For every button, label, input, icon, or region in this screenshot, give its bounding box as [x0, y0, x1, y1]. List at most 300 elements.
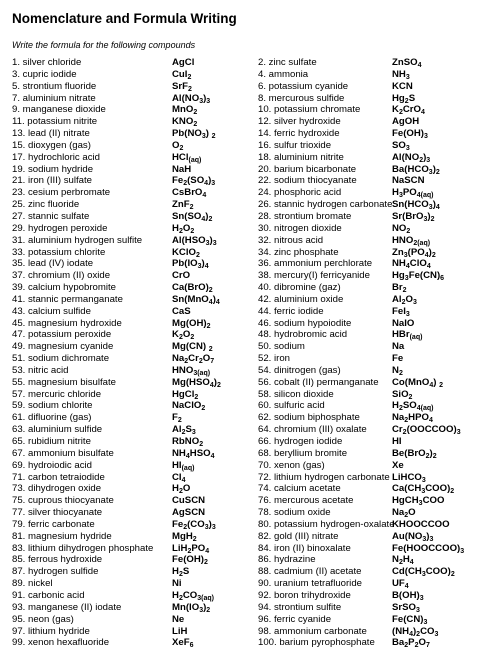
compound-row: [258, 128, 493, 140]
compound-formula: $Al_2O_3$: [392, 293, 417, 306]
compound-formula: $Na_2O$: [392, 507, 416, 520]
compound-row: [12, 294, 252, 306]
compound-row: [12, 187, 252, 199]
compound-formula: CuSCN: [172, 495, 206, 507]
compound-row: [12, 495, 252, 507]
right-column: [258, 57, 493, 649]
compound-formula: $Al(NO_3)_3$: [172, 92, 211, 105]
compound-name: 54. dinitrogen (gas): [258, 364, 341, 376]
compound-name: 6. potassium cyanide: [258, 80, 349, 92]
compound-formula: $Ca(CH_3COO)_2$: [392, 483, 455, 496]
page-title: Nomenclature and Formula Writing: [12, 11, 237, 26]
compound-formula: $Fe_2(CO_3)_3$: [172, 518, 216, 531]
compound-formula: $Sn(MnO_4)_4$: [172, 293, 220, 306]
compound-row: [258, 614, 493, 626]
compound-formula: $H_2S$: [172, 566, 190, 579]
compound-name: 26. stannic hydrogen carbonate: [258, 199, 393, 211]
compound-formula: $HNO_{2(aq)}$: [392, 234, 431, 247]
compound-row: [12, 329, 252, 341]
compound-formula: HI: [392, 436, 402, 447]
compound-name: 70. xenon (gas): [258, 459, 325, 471]
compound-name: 21. iron (III) sulfate: [12, 175, 92, 187]
compound-name: 36. ammonium perchlorate: [258, 258, 373, 270]
compound-row: [12, 258, 252, 270]
compound-formula: NaH: [172, 163, 192, 175]
compound-name: 39. calcium hypobromite: [12, 282, 116, 294]
compound-row: [12, 519, 252, 531]
compound-name: 74. calcium acetate: [258, 483, 341, 495]
compound-formula: NaSCN: [392, 175, 425, 187]
compound-name: 69. hydroiodic acid: [12, 459, 92, 471]
compound-formula: $Cr_2(OOCCOO)_3$: [392, 424, 461, 437]
compound-row: [258, 329, 493, 341]
compound-formula: $K_2CrO_4$: [392, 104, 425, 117]
compound-row: [12, 116, 252, 128]
compound-name: 7. aluminium nitrate: [12, 92, 96, 104]
compound-row: [12, 353, 252, 365]
compound-formula: $B(OH)_3$: [392, 589, 424, 602]
compound-name: 61. difluorine (gas): [12, 412, 92, 424]
compound-row: [12, 614, 252, 626]
compound-name: 50. sodium: [258, 341, 305, 353]
compound-formula: LiHCO$_3$: [392, 471, 426, 484]
compound-name: 88. cadmium (II) acetate: [258, 566, 362, 578]
compound-name: 12. silver hydroxide: [258, 116, 341, 128]
compound-formula: $CI_4$: [172, 471, 186, 484]
compound-formula: $Hg_2S$: [392, 92, 416, 105]
compound-formula: Na: [392, 341, 405, 353]
compound-name: 96. ferric cyanide: [258, 613, 332, 625]
compound-name: 80. potassium hydrogen-oxalate: [258, 518, 395, 530]
compound-row: [258, 282, 493, 294]
compound-formula: SrSO$_3$: [392, 601, 420, 614]
compound-name: 68. beryllium bromite: [258, 447, 348, 459]
compound-name: 34. zinc phosphate: [258, 246, 339, 258]
compound-name: 10. potassium chromate: [258, 104, 361, 116]
compound-formula: MgH$_2$: [172, 530, 197, 543]
compound-row: [258, 519, 493, 531]
left-column: [12, 57, 252, 649]
compound-name: 52. iron: [258, 353, 290, 365]
compound-name: 71. carbon tetraiodide: [12, 471, 105, 483]
compound-row: [12, 128, 252, 140]
compound-name: 42. aluminium oxide: [258, 293, 344, 305]
compound-row: [12, 412, 252, 424]
compound-row: [12, 483, 252, 495]
compound-row: [12, 164, 252, 176]
compound-formula: NaIO: [392, 317, 415, 329]
compound-formula: $Sr(BrO_3)_2$: [392, 210, 435, 223]
compound-name: 81. magnesium hydride: [12, 530, 112, 542]
compound-name: 49. magnesium cyanide: [12, 341, 114, 353]
compound-row: [258, 223, 493, 235]
compound-name: 18. aluminium nitrite: [258, 151, 344, 163]
compound-formula: NaClO$_2$: [172, 400, 206, 413]
compound-row: [258, 235, 493, 247]
compound-row: [258, 578, 493, 590]
compound-row: [12, 282, 252, 294]
compound-name: 14. ferric hydroxide: [258, 128, 340, 140]
compound-row: [258, 306, 493, 318]
compound-row: [258, 318, 493, 330]
compound-formula: KHOOCCOO: [392, 518, 450, 530]
compound-row: [12, 389, 252, 401]
compound-formula: Mg(CN) $_2$: [172, 341, 213, 354]
compound-row: [12, 341, 252, 353]
compound-name: 28. strontium bromate: [258, 210, 352, 222]
compound-row: [12, 436, 252, 448]
compound-name: 91. carbonic acid: [12, 589, 85, 601]
compound-formula: $Au(NO_3)_3$: [392, 530, 434, 543]
compound-row: [12, 590, 252, 602]
compound-formula: $LiH_2PO_4$: [172, 542, 210, 555]
compound-row: [258, 164, 493, 176]
compound-formula: Fe: [392, 353, 404, 365]
compound-formula: $Fe(OH)_3$: [392, 128, 428, 141]
compound-formula: $O_2$: [172, 139, 184, 152]
compound-formula: $Ba_2P_2O_7$: [392, 637, 430, 649]
compound-name: 89. nickel: [12, 578, 53, 590]
compound-row: [12, 424, 252, 436]
compound-formula: $HI_{(aq)}$: [172, 459, 195, 472]
compound-formula: Ni: [172, 578, 182, 590]
compound-row: [12, 104, 252, 116]
compound-formula: $H_2SO_{4(aq)}$: [392, 400, 434, 413]
compound-row: [12, 554, 252, 566]
compound-name: 16. sulfur trioxide: [258, 139, 332, 151]
compound-formula: Ne: [172, 613, 185, 625]
compound-formula: RbNO$_2$: [172, 436, 204, 448]
compound-formula: $Cd(CH_3COO)_2$: [392, 566, 455, 579]
compound-name: 95. neon (gas): [12, 613, 74, 625]
compound-formula: $Be(BrO_2)_2$: [392, 447, 437, 460]
compound-row: [258, 353, 493, 365]
compound-name: 73. dihydrogen oxide: [12, 483, 102, 495]
compound-formula: $Ca(BrO)_2$: [172, 282, 213, 295]
compound-row: [12, 472, 252, 484]
compound-row: [258, 448, 493, 460]
compound-name: 94. strontium sulfite: [258, 601, 342, 613]
compound-name: 47. potassium peroxide: [12, 329, 112, 341]
compound-name: 99. xenon hexafluoride: [12, 637, 110, 649]
compound-name: 62. sodium biphosphate: [258, 412, 360, 424]
compound-formula: $H_2O_2$: [172, 222, 195, 235]
compound-name: 58. silicon dioxide: [258, 388, 334, 400]
compound-row: [258, 554, 493, 566]
compound-row: [12, 637, 252, 649]
compound-formula: HCl$_{(aq)}$: [172, 151, 202, 164]
compound-formula: CaS: [172, 305, 191, 317]
compound-formula: $K_2O_2$: [172, 329, 195, 342]
compound-row: [258, 211, 493, 223]
compound-name: 98. ammonium carbonate: [258, 625, 367, 637]
compound-row: [258, 412, 493, 424]
compound-row: [12, 175, 252, 187]
compound-name: 57. mercuric chloride: [12, 388, 102, 400]
compound-row: [258, 400, 493, 412]
compound-name: 56. cobalt (II) permanganate: [258, 376, 379, 388]
compound-name: 25. zinc fluoride: [12, 199, 80, 211]
compound-name: 2. zinc sulfate: [258, 57, 317, 68]
compound-formula: CrO: [172, 270, 191, 282]
compound-formula: $KNO_2$: [172, 116, 198, 129]
compound-formula: AgCl: [172, 57, 195, 68]
compound-name: 23. cesium perbromate: [12, 187, 111, 199]
compound-formula: KClO$_2$: [172, 246, 200, 259]
compound-name: 40. dibromine (gaz): [258, 282, 341, 294]
compound-formula: KCN: [392, 80, 413, 92]
compound-row: [258, 436, 493, 448]
compound-formula: $Al(NO_2)_3$: [392, 151, 431, 164]
compound-name: 19. sodium hydride: [12, 163, 94, 175]
compound-row: [258, 93, 493, 105]
compound-row: [12, 400, 252, 412]
compound-name: 76. mercurous acetate: [258, 495, 354, 507]
compound-name: 1. silver chloride: [12, 57, 82, 68]
compound-formula: $Ba(HCO_3)_2$: [392, 163, 440, 176]
compound-name: 53. nitric acid: [12, 364, 69, 376]
compound-row: [258, 543, 493, 555]
compound-name: 31. aluminium hydrogen sulfite: [12, 234, 143, 246]
compound-formula: $Pb(NO_3)$ $_2$: [172, 128, 216, 141]
compound-row: [258, 472, 493, 484]
compound-row: [258, 460, 493, 472]
compound-name: 33. potassium chlorite: [12, 246, 106, 258]
compound-row: [12, 270, 252, 282]
compound-name: 17. hydrochloric acid: [12, 151, 100, 163]
compound-row: [12, 566, 252, 578]
compound-formula: $F_2$: [172, 412, 182, 425]
compound-name: 43. calcium sulfide: [12, 305, 91, 317]
compound-name: 84. iron (II) binoxalate: [258, 542, 351, 554]
compound-row: [258, 602, 493, 614]
compound-name: 22. sodium thiocyanate: [258, 175, 357, 187]
compound-row: [12, 531, 252, 543]
compound-row: [258, 81, 493, 93]
compound-name: 63. aluminium sulfide: [12, 424, 103, 436]
compound-row: [258, 116, 493, 128]
compound-name: 100. barium pyrophosphate: [258, 637, 375, 649]
compound-name: 5. strontium fluoride: [12, 80, 97, 92]
compound-formula: HgCH$_3$COO: [392, 495, 445, 508]
compound-formula: $Fe(HOOCCOO)_3$: [392, 542, 465, 555]
compound-formula: $Sn(HCO_3)_4$: [392, 199, 440, 212]
compound-row: [258, 57, 493, 69]
compound-row: [258, 258, 493, 270]
compound-row: [258, 175, 493, 187]
compound-name: 86. hydrazine: [258, 554, 316, 566]
compound-formula: $Br_2$: [392, 282, 407, 295]
compound-formula: $H_2O$: [172, 483, 191, 496]
compound-formula: $Hg_3Fe(CN)_6$: [392, 270, 445, 283]
compound-name: 13. lead (II) nitrate: [12, 128, 90, 140]
compound-name: 92. boron trihydroxide: [258, 589, 351, 601]
compound-row: [258, 566, 493, 578]
compound-name: 78. sodium oxide: [258, 507, 331, 519]
compound-name: 97. lithium hydride: [12, 625, 90, 637]
compound-name: 90. uranium tetrafluoride: [258, 578, 362, 590]
compound-formula: $Pb(IO_3)_4$: [172, 258, 209, 271]
compound-row: [12, 377, 252, 389]
compound-row: [12, 235, 252, 247]
instructions: Write the formula for the following compounds: [12, 40, 196, 50]
compound-name: 51. sodium dichromate: [12, 353, 110, 365]
compound-row: [12, 211, 252, 223]
compound-row: [258, 507, 493, 519]
compound-formula: $Mg(HSO_4)_2$: [172, 376, 221, 389]
compound-formula: ZnF$_2$: [172, 199, 194, 212]
compound-name: 75. cuprous thiocyanate: [12, 495, 114, 507]
compound-name: 67. ammonium bisulfate: [12, 447, 114, 459]
compound-row: [258, 104, 493, 116]
compound-name: 27. stannic sulfate: [12, 210, 90, 222]
compound-formula: $Fe_2(SO_4)_3$: [172, 175, 216, 188]
compound-row: [12, 543, 252, 555]
compound-formula: $Na_2HPO_4$: [392, 412, 433, 425]
compound-row: [258, 495, 493, 507]
compound-name: 66. hydrogen iodide: [258, 436, 343, 447]
compound-row: [258, 199, 493, 211]
compound-row: [258, 341, 493, 353]
compound-row: [12, 81, 252, 93]
compound-formula: $Fe(OH)_2$: [172, 554, 208, 567]
compound-row: [258, 483, 493, 495]
compound-name: 37. chromium (II) oxide: [12, 270, 111, 282]
compound-formula: CuI$_2$: [172, 68, 192, 81]
compound-name: 8. mercurous sulfide: [258, 92, 345, 104]
compound-formula: $NO_2$: [392, 222, 411, 235]
compound-row: [12, 365, 252, 377]
compound-name: 82. gold (III) nitrate: [258, 530, 339, 542]
compound-row: [12, 69, 252, 81]
compound-name: 35. lead (IV) iodate: [12, 258, 94, 270]
compound-row: [12, 602, 252, 614]
compound-formula: $Sn(SO_4)_2$: [172, 210, 213, 223]
compound-name: 9. manganese dioxide: [12, 104, 106, 116]
compound-formula: HgCl$_2$: [172, 388, 199, 401]
compound-name: 64. chromium (III) oxalate: [258, 424, 367, 436]
compound-row: [12, 578, 252, 590]
compound-formula: $HNO_{3(aq)}$: [172, 364, 211, 377]
compound-formula: FeI$_3$: [392, 305, 410, 318]
compound-row: [258, 626, 493, 638]
compound-name: 59. sodium chlorite: [12, 400, 93, 412]
compound-name: 60. sulfuric acid: [258, 400, 325, 412]
compound-formula: $NH_4HSO_4$: [172, 447, 215, 460]
compound-formula: $Zn_3(PO_4)_2$: [392, 246, 436, 259]
compound-row: [258, 377, 493, 389]
compound-formula: HBr$_{(aq)}$: [392, 329, 423, 342]
compound-formula: $Mg(OH)_2$: [172, 317, 211, 330]
compound-row: [12, 93, 252, 105]
compound-row: [12, 152, 252, 164]
compound-row: [258, 187, 493, 199]
compound-row: [12, 626, 252, 638]
compound-formula: SrF$_2$: [172, 80, 192, 93]
compound-name: 11. potassium nitrite: [12, 116, 98, 128]
compound-formula: $H_3PO_{4(aq)}$: [392, 187, 434, 200]
compound-name: 46. sodium hypoiodite: [258, 317, 352, 329]
compound-formula: XeF$_6$: [172, 637, 194, 649]
compound-formula: $UF_4$: [392, 578, 409, 591]
compound-row: [258, 531, 493, 543]
compound-formula: AgOH: [392, 116, 420, 128]
compound-name: 45. magnesium hydroxide: [12, 317, 122, 329]
compound-name: 77. silver thiocyanate: [12, 507, 103, 519]
compound-name: 24. phosphoric acid: [258, 187, 342, 199]
compound-row: [258, 590, 493, 602]
compound-formula: $Al(HSO_3)_3$: [172, 234, 217, 247]
compound-name: 15. dioxygen (gas): [12, 139, 91, 151]
compound-formula: $N_2$: [392, 364, 403, 377]
compound-name: 87. hydrogen sulfide: [12, 566, 99, 578]
compound-formula: $NH_3$: [392, 68, 410, 81]
compound-name: 44. ferric iodide: [258, 305, 324, 317]
compound-formula: $Na_2Cr_2O_7$: [172, 353, 215, 366]
compound-name: 32. nitrous acid: [258, 234, 324, 246]
compound-row: [12, 306, 252, 318]
compound-row: [258, 389, 493, 401]
compound-formula: LiH: [172, 625, 188, 637]
compound-name: 3. cupric iodide: [12, 68, 77, 80]
compound-name: 41. stannic permanganate: [12, 293, 123, 305]
compound-formula: MnO$_2$: [172, 104, 198, 117]
compound-name: 65. rubidium nitrite: [12, 436, 91, 447]
compound-formula: $SO_3$: [392, 139, 410, 152]
compound-name: 72. lithium hydrogen carbonate: [258, 471, 390, 483]
compound-formula: $NH_4ClO_4$: [392, 258, 431, 271]
compound-row: [258, 365, 493, 377]
compound-formula: Co(MnO$_4$) $_2$: [392, 376, 443, 389]
compound-row: [258, 294, 493, 306]
compound-row: [12, 460, 252, 472]
compound-row: [258, 270, 493, 282]
compound-row: [12, 507, 252, 519]
compound-name: 29. hydrogen peroxide: [12, 222, 108, 234]
compound-row: [12, 448, 252, 460]
compound-row: [12, 140, 252, 152]
compound-formula: Xe: [392, 459, 404, 471]
compound-name: 85. ferrous hydroxide: [12, 554, 103, 566]
compound-formula: $H_2CO_{3(aq)}$: [172, 589, 214, 602]
compound-formula: $Fe(CN)_3$: [392, 613, 428, 626]
compound-name: 79. ferric carbonate: [12, 518, 95, 530]
compound-row: [12, 247, 252, 259]
compound-formula: $Mn(IO_3)_2$: [172, 601, 211, 614]
compound-row: [258, 69, 493, 81]
compound-name: 20. barium bicarbonate: [258, 163, 357, 175]
compound-formula: AgSCN: [172, 507, 206, 519]
compound-formula: $Al_2S_3$: [172, 424, 196, 437]
compound-row: [12, 223, 252, 235]
compound-row: [258, 247, 493, 259]
compound-name: 38. mercury(I) ferricyanide: [258, 270, 370, 282]
compound-formula: CsBrO$_4$: [172, 187, 207, 200]
compound-row: [12, 318, 252, 330]
compound-row: [12, 199, 252, 211]
compound-name: 83. lithium dihydrogen phosphate: [12, 542, 154, 554]
compound-row: [258, 424, 493, 436]
compound-name: 30. nitrogen dioxide: [258, 222, 342, 234]
compound-name: 93. manganese (II) iodate: [12, 601, 122, 613]
compound-formula: $(NH_4)_2CO_3$: [392, 625, 439, 638]
compound-name: 55. magnesium bisulfate: [12, 376, 116, 388]
compound-formula: SiO$_2$: [392, 388, 413, 401]
compound-row: [12, 57, 252, 69]
compound-formula: ZnSO$_4$: [392, 57, 422, 69]
compound-name: 4. ammonia: [258, 68, 309, 80]
compound-row: [258, 152, 493, 164]
